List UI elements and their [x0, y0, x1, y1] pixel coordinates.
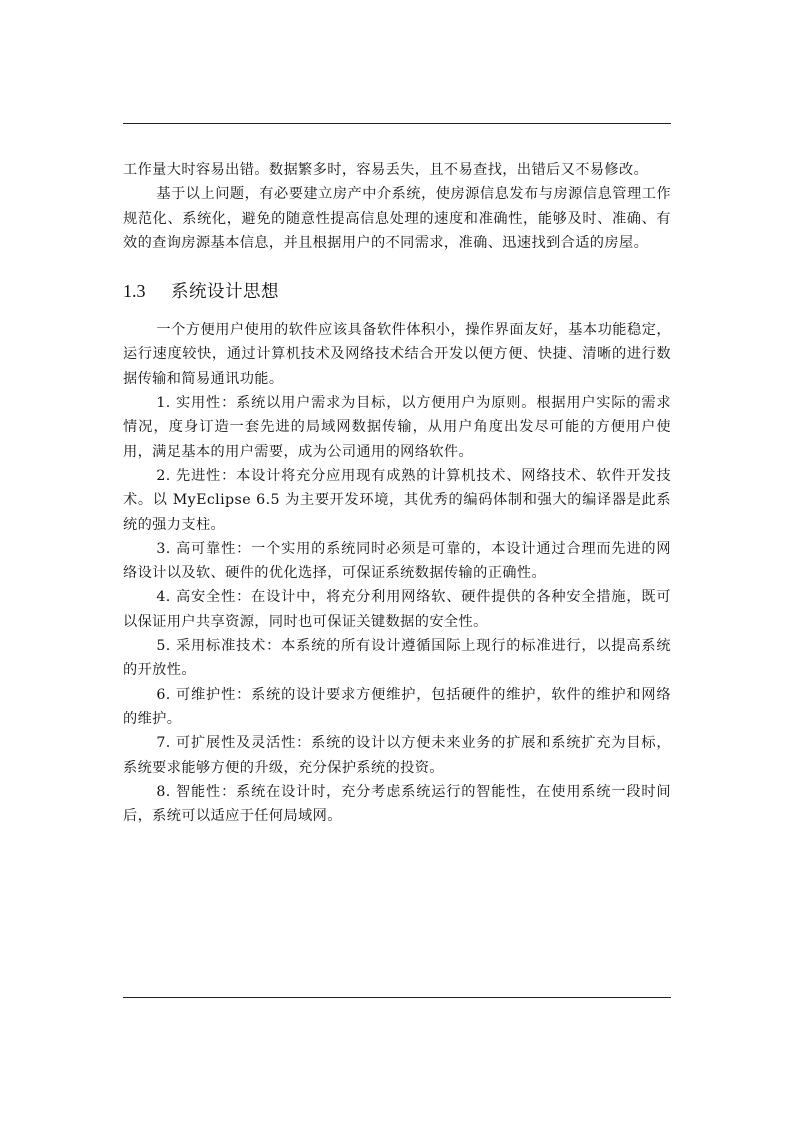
- list-item: 2. 先进性：本设计将充分应用现有成熟的计算机技术、网络技术、软件开发技术。以 MyEclipse 6.5 为主要开发环境，其优秀的编码体制和强大的编译器是此系统的强力支柱。: [123, 467, 671, 533]
- section-heading: [123, 278, 671, 302]
- paragraph: 工作量大时容易出错。数据繁多时，容易丢失，且不易查找，出错后又不易修改。: [123, 162, 649, 178]
- paragraph: 一个方便用户使用的软件应该具备软件体积小，操作界面友好，基本功能稳定，运行速度较快，通过计算机技术及网络技术结合开发以便方便、快捷、清晰的进行数据传输和简易通讯功能。: [123, 322, 671, 387]
- paragraph: 基于以上问题，有必要建立房产中介系统，使房源信息发布与房源信息管理工作规范化、系统化，避免的随意性提高信息处理的速度和准确性，能够及时、准确、有效的查询房源基本信息，并且根据用户的不同需求，准确、迅速找到合适的房屋。: [123, 186, 671, 251]
- header-rule: [123, 123, 671, 124]
- list-item: 5. 采用标准技术：本系统的所有设计遵循国际上现行的标准进行，以提高系统的开放性。: [123, 638, 671, 679]
- list-item: 8. 智能性：系统在设计时，充分考虑系统运行的智能性，在使用系统一段时间后，系统可以适应于任何局域网。: [123, 783, 671, 825]
- list-item: 4. 高安全性：在设计中，将充分利用网络软、硬件提供的各种安全措施，既可以保证用户共享资源，同时也可保证关键数据的安全性。: [123, 589, 671, 630]
- section-title: 系统设计思想: [171, 282, 279, 303]
- footer-rule: [123, 997, 671, 998]
- list-item: 6. 可维护性：系统的设计要求方便维护，包括硬件的维护，软件的维护和网络的维护。: [123, 686, 671, 727]
- page-body: [123, 158, 671, 828]
- list-item: 3. 高可靠性：一个实用的系统同时必须是可靠的，本设计通过合理而先进的网络设计以及软、硬件的优化选择，可保证系统数据传输的正确性。: [123, 540, 671, 582]
- list-item: 1. 实用性：系统以用户需求为目标，以方便用户为原则。根据用户实际的需求情况，度身订造一套先进的局域网数据传输，从用户角度出发尽可能的方便用户使用，满足基本的用户需要，成为公司通用的网络软件。: [123, 395, 671, 460]
- section-number: 1.3: [123, 281, 146, 302]
- list-item: 7. 可扩展性及灵活性：系统的设计以方便未来业务的扩展和系统扩充为目标，系统要求能够方便的升级，充分保护系统的投资。: [123, 735, 671, 776]
